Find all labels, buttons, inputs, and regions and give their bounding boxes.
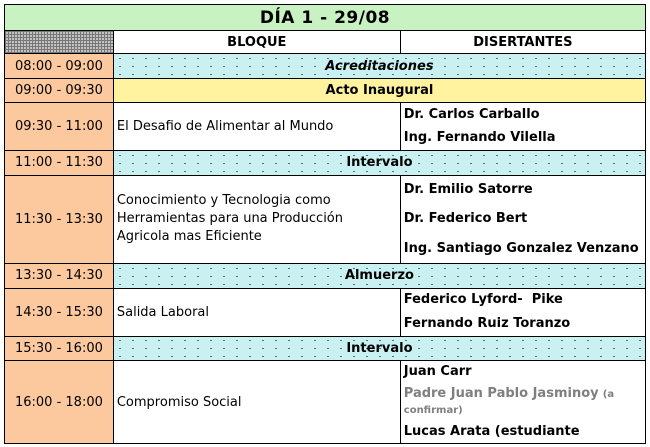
schedule-table (4, 4, 646, 444)
time-cell: 15:30 - 16:00 (5, 336, 114, 360)
speaker-name: Juan Carr (403, 364, 472, 379)
speakers-cell (400, 288, 645, 336)
day-title: DÍA 1 - 29/08 (5, 5, 646, 31)
speakers-cell (400, 175, 645, 264)
speaker-name: Dr. Emilio Satorre (403, 182, 533, 198)
speaker-name: Padre Juan Pablo Jasminoy (403, 385, 599, 401)
speaker-name: Ing. Santiago Gonzalez Venzano (403, 240, 639, 256)
speaker-name: Ing. Fernando Vilella (403, 130, 556, 146)
time-cell: 11:00 - 11:30 (5, 151, 114, 175)
pending-speaker (404, 386, 642, 419)
block-cell: El Desafio de Alimentar al Mundo (113, 102, 400, 150)
block-cell: Conocimiento y Tecnologia como Herramientas para una Producción Agricola mas Eficiente (113, 175, 400, 264)
speaker-name: Lucas Arata (estudiante (403, 424, 580, 440)
lunch-row: Almuerzo (113, 264, 645, 288)
speaker-name: Dr. Federico Bert (403, 211, 528, 227)
speaker-name: Fernando Ruiz Toranzo (403, 316, 571, 332)
break-row: Intervalo (113, 336, 645, 360)
break-row: Intervalo (113, 151, 645, 175)
header-speakers: DISERTANTES (400, 31, 645, 54)
speakers-cell (400, 102, 645, 150)
opening-row: Acto Inaugural (113, 78, 645, 102)
time-cell: 11:30 - 13:30 (5, 175, 114, 264)
speaker-name: Federico Lyford- Pike (403, 292, 563, 308)
time-cell: 09:00 - 09:30 (5, 78, 114, 102)
time-cell: 08:00 - 09:00 (5, 54, 114, 78)
time-cell: 09:30 - 11:00 (5, 102, 114, 150)
accreditation-row: Acreditaciones (113, 54, 645, 78)
header-corner (5, 31, 114, 54)
confirmation-note: (a confirmar) (403, 388, 615, 416)
time-cell: 16:00 - 18:00 (5, 361, 114, 444)
time-cell: 13:30 - 14:30 (5, 264, 114, 288)
speaker-name: Dr. Carlos Carballo (403, 106, 540, 122)
block-cell: Salida Laboral (113, 288, 400, 336)
time-cell: 14:30 - 15:30 (5, 288, 114, 336)
header-block: BLOQUE (113, 31, 400, 54)
block-cell: Compromiso Social (113, 361, 400, 444)
speakers-cell (400, 361, 645, 444)
